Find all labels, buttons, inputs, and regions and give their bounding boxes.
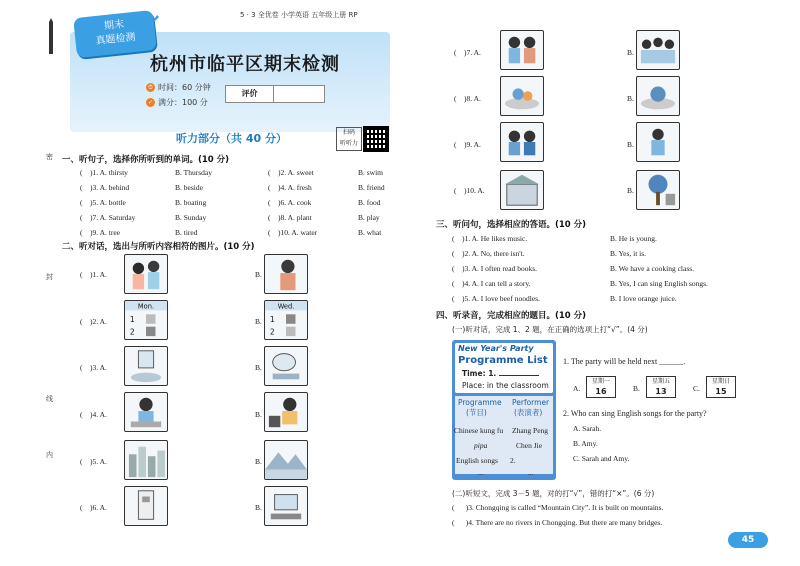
p3-q1-a: A. He likes music. — [471, 234, 528, 243]
p2-q9-b-label: B. — [627, 140, 634, 149]
side-mark-2: 封 — [46, 273, 53, 281]
p2-q7-picture-a — [500, 30, 544, 70]
clock-icon: ⏱ — [146, 83, 155, 92]
p2-q4-b-label: B. — [255, 410, 262, 419]
cal-a-num: 16 — [595, 387, 607, 396]
party-time — [462, 369, 539, 378]
p1-q10-num: 10 — [280, 228, 288, 237]
p1-q9-b: B. tired — [175, 228, 198, 237]
pencil-icon — [48, 18, 54, 58]
p1-q2-num: 2 — [280, 168, 285, 177]
p1-q4-num: 4 — [280, 183, 285, 192]
p1-q7: ( )7. A. Saturday — [80, 213, 136, 222]
p2-q8-label: 8. A. — [466, 94, 481, 103]
party-row1-prog: Chinese kung fu — [454, 426, 504, 435]
p4-tf3: ( )3. Chongqing is called “Mountain City”. It is built on mountains. — [452, 503, 664, 512]
cal-b-num: 13 — [655, 387, 667, 396]
p2-q1-picture-b — [264, 254, 308, 294]
party-row2-perf: Chen Jie — [516, 441, 543, 450]
p3-q3: ( )3. A. I often read books. — [452, 264, 537, 273]
p1-q9-num: 9 — [92, 228, 97, 237]
party-title1: New Year's Party — [458, 344, 534, 353]
p3-q4-num: 4 — [464, 279, 469, 288]
p3-q5-a: A. I love beef noodles. — [471, 294, 540, 303]
p3-q3-a: A. I often read books. — [471, 264, 537, 273]
p2-q10: ( )10. A. — [454, 186, 485, 195]
p2-q9: ( )9. A. — [454, 140, 481, 149]
score-text: 满分：100 分 — [158, 98, 208, 107]
listening-title: 听力部分（共 40 分） — [176, 132, 287, 145]
p1-q6-b: B. food — [358, 198, 381, 207]
p2-q5-picture-a — [124, 440, 168, 480]
p3-q5: ( )5. A. I love beef noodles. — [452, 294, 540, 303]
cal-a-opt: A. — [573, 384, 581, 393]
p2-q6-label: 6. A. — [92, 503, 107, 512]
p3-q1-b: B. He is young. — [610, 234, 657, 243]
p1-q5-b: B. boating — [175, 198, 207, 207]
svg-text:1: 1 — [129, 314, 135, 324]
page-title: 杭州市临平区期末检测 — [150, 54, 340, 75]
p2-q5-picture-b — [264, 440, 308, 480]
party-col1: Programme — [458, 398, 502, 407]
part4-heading: 四、听录音，完成相应的题目。(10 分) — [436, 311, 587, 321]
p2-q3-label: 3. A. — [92, 363, 107, 372]
qr-code[interactable] — [363, 126, 389, 152]
rocket-icon — [148, 14, 160, 26]
p1-q9: ( )9. A. tree — [80, 228, 120, 237]
p2-q6: ( )6. A. — [80, 503, 107, 512]
p2-q4-picture-b — [264, 392, 308, 432]
p1-q5-num: 5 — [92, 198, 97, 207]
cal-c-num: 15 — [715, 387, 727, 396]
part4-sub2: (二)听短文，完成 3－5 题，对的打“√”，错的打“×”。(6 分) — [452, 489, 655, 498]
p3-q2-b: B. Yes, it is. — [610, 249, 647, 258]
party-title2: Programme List — [458, 355, 548, 366]
svg-text:1: 1 — [269, 314, 275, 324]
p1-q9-a: A. tree — [99, 228, 120, 237]
p2-q7: ( )7. A. — [454, 48, 481, 57]
side-mark-4: 内 — [46, 451, 53, 459]
p1-q7-b: B. Sunday — [175, 213, 207, 222]
cal-c-opt: C. — [693, 384, 700, 393]
p2-q7-picture-b — [636, 30, 680, 70]
p3-q2-a: A. No, there isn't. — [471, 249, 525, 258]
p1-q7-a: A. Saturday — [99, 213, 136, 222]
cal-c-day: 星期日 — [711, 378, 730, 385]
p3-q4: ( )4. A. I can tell a story. — [452, 279, 531, 288]
p2-q10-b-label: B. — [627, 186, 634, 195]
p4-q1: 1. The party will be held next ______. — [563, 357, 686, 366]
party-row3-prog: English songs — [456, 456, 498, 465]
p2-q1-b-label: B. — [255, 270, 262, 279]
p3-q5-b: B. I love orange juice. — [610, 294, 677, 303]
p2-q7-b-label: B. — [627, 48, 634, 57]
p3-q3-num: 3 — [464, 264, 469, 273]
party-row4-perf: ... — [528, 468, 534, 477]
wed-label: Wed. — [277, 302, 295, 311]
party-col2: Performer — [512, 398, 550, 407]
p2-q8-picture-b — [636, 76, 680, 116]
p1-q3-num: 3 — [92, 183, 97, 192]
page-number: 45 — [728, 532, 768, 548]
grade-box — [225, 85, 325, 103]
party-time-text: Time: 1. — [462, 369, 497, 378]
p1-q10: ( )10. A. water — [268, 228, 318, 237]
score-info — [146, 97, 208, 108]
p1-q10-a: A. water — [291, 228, 318, 237]
p2-q8-picture-a — [500, 76, 544, 116]
p4-tf3-text: 3. Chongqing is called “Mountain City”. It is built on mountains. — [468, 503, 664, 512]
p1-q6-a: A. cook — [287, 198, 312, 207]
series-label: 5 · 3 全优卷 小学英语 五年级上册 RP — [240, 11, 358, 19]
p4-q2-opt-c[interactable]: C. Sarah and Amy. — [573, 454, 630, 463]
p2-q3: ( )3. A. — [80, 363, 107, 372]
party-row4-prog: ... — [478, 468, 484, 477]
p2-q1-picture-a — [124, 254, 168, 294]
p1-q8: ( )8. A. plant — [268, 213, 312, 222]
p2-q8: ( )8. A. — [454, 94, 481, 103]
p2-q9-label: 9. A. — [466, 140, 481, 149]
p2-q5-label: 5. A. — [92, 457, 107, 466]
svg-text:2: 2 — [129, 327, 135, 337]
party-place: Place: in the classroom — [462, 381, 549, 390]
p1-q5: ( )5. A. bottle — [80, 198, 126, 207]
score-icon: ✓ — [147, 99, 154, 106]
mon-label: Mon. — [137, 302, 155, 311]
p3-q5-num: 5 — [464, 294, 469, 303]
p2-q3-picture-b — [264, 346, 308, 386]
p1-q2: ( )2. A. sweet — [268, 168, 314, 177]
p2-q9-picture-a — [500, 122, 544, 162]
p4-q2-opt-b[interactable]: B. Amy. — [573, 439, 598, 448]
p2-q4: ( )4. A. — [80, 410, 107, 419]
party-col2-cn: (表演者) — [514, 408, 543, 417]
p1-q3-a: A. behind — [99, 183, 130, 192]
part2-heading: 二、听对话，选出与所听内容相符的图片。(10 分) — [62, 242, 255, 252]
p2-q3-b-label: B. — [255, 363, 262, 372]
grade-label: 评价 — [226, 86, 274, 102]
p2-q6-b-label: B. — [255, 503, 262, 512]
side-mark-3: 线 — [46, 395, 53, 403]
p1-q7-num: 7 — [92, 213, 97, 222]
cal-b-day: 星期五 — [651, 378, 670, 385]
p1-q8-b: B. play — [358, 213, 380, 222]
p2-q7-label: 7. A. — [466, 48, 481, 57]
p2-q9-picture-b — [636, 122, 680, 162]
p2-q6-picture-a — [124, 486, 168, 526]
p2-q2: ( )2. A. — [80, 317, 107, 326]
p1-q2-a: A. sweet — [287, 168, 314, 177]
party-row3-perf: 2. — [510, 456, 516, 465]
p2-q2-b-label: B. — [255, 317, 262, 326]
p3-q2: ( )2. A. No, there isn't. — [452, 249, 525, 258]
p3-q2-num: 2 — [464, 249, 469, 258]
calendar-c[interactable] — [706, 376, 736, 398]
party-row2-prog: pipa — [474, 441, 488, 450]
p2-q5-b-label: B. — [255, 457, 262, 466]
p1-q4-a: A. fresh — [287, 183, 312, 192]
part4-sub1: (一)听对话，完成 1、2 题，在正确的选项上打“√”。(4 分) — [452, 325, 648, 334]
p1-q1-a: A. thirsty — [99, 168, 128, 177]
p2-q2-label: 2. A. — [92, 317, 107, 326]
p1-q3-b: B. beside — [175, 183, 203, 192]
side-mark-1: 密 — [46, 153, 53, 161]
p3-q4-b: B. Yes, I can sing English songs. — [610, 279, 708, 288]
p4-tf4-text: 4. There are no rivers in Chongqing. But there are many bridges. — [468, 518, 663, 527]
p2-q1: ( )1. A. — [80, 270, 107, 279]
time-text: 时间：60 分钟 — [158, 83, 211, 92]
p2-q2-picture-a — [124, 300, 168, 340]
svg-text:2: 2 — [269, 327, 275, 337]
p3-q3-b: B. We have a cooking class. — [610, 264, 695, 273]
part3-heading: 三、听问句，选择相应的答语。(10 分) — [436, 220, 587, 230]
p1-q4-b: B. friend — [358, 183, 385, 192]
p1-q6-num: 6 — [280, 198, 285, 207]
p1-q8-num: 8 — [280, 213, 285, 222]
scan-label-text: 扫码 听听力 — [339, 130, 358, 147]
part1-heading: 一、听句子，选择你所听到的单词。(10 分) — [62, 155, 230, 165]
p1-q1-num: 1 — [92, 168, 97, 177]
p1-q2-b: B. swim — [358, 168, 384, 177]
time-info — [146, 82, 211, 93]
exam-badge-text: 期末 真题检测 — [95, 19, 137, 48]
p2-q10-label: 10. A. — [466, 186, 485, 195]
p4-q2: 2. Who can sing English songs for the party? — [563, 409, 707, 418]
calendar-a[interactable] — [586, 376, 616, 398]
p2-q3-picture-a — [124, 346, 168, 386]
cal-b-opt: B. — [633, 384, 640, 393]
p2-q10-picture-a — [500, 170, 544, 210]
p2-q5: ( )5. A. — [80, 457, 107, 466]
party-time-blank — [499, 375, 539, 376]
p2-q8-b-label: B. — [627, 94, 634, 103]
p2-q2-picture-b — [264, 300, 308, 340]
p3-q1: ( )1. A. He likes music. — [452, 234, 528, 243]
scan-label — [336, 127, 362, 151]
p2-q6-picture-b — [264, 486, 308, 526]
calendar-b[interactable] — [646, 376, 676, 398]
p1-q8-a: A. plant — [287, 213, 312, 222]
p4-tf4: ( )4. There are no rivers in Chongqing. But there are many bridges. — [452, 518, 663, 527]
p2-q10-picture-b — [636, 170, 680, 210]
p1-q1-b: B. Thursday — [175, 168, 212, 177]
p1-q1: ( )1. A. thirsty — [80, 168, 128, 177]
p1-q10-b: B. what — [358, 228, 382, 237]
party-row1-perf: Zhang Peng — [512, 426, 549, 435]
p3-q1-num: 1 — [464, 234, 469, 243]
party-col1-cn: (节目) — [466, 408, 487, 417]
p3-q4-a: A. I can tell a story. — [471, 279, 531, 288]
p2-q4-label: 4. A. — [92, 410, 107, 419]
p1-q4: ( )4. A. fresh — [268, 183, 312, 192]
cal-a-day: 星期一 — [591, 378, 610, 385]
p1-q6: ( )6. A. cook — [268, 198, 312, 207]
p2-q1-label: 1. A. — [92, 270, 107, 279]
p1-q3: ( )3. A. behind — [80, 183, 130, 192]
p4-q2-opt-a[interactable]: A. Sarah. — [573, 424, 602, 433]
p2-q4-picture-a — [124, 392, 168, 432]
p1-q5-a: A. bottle — [99, 198, 126, 207]
